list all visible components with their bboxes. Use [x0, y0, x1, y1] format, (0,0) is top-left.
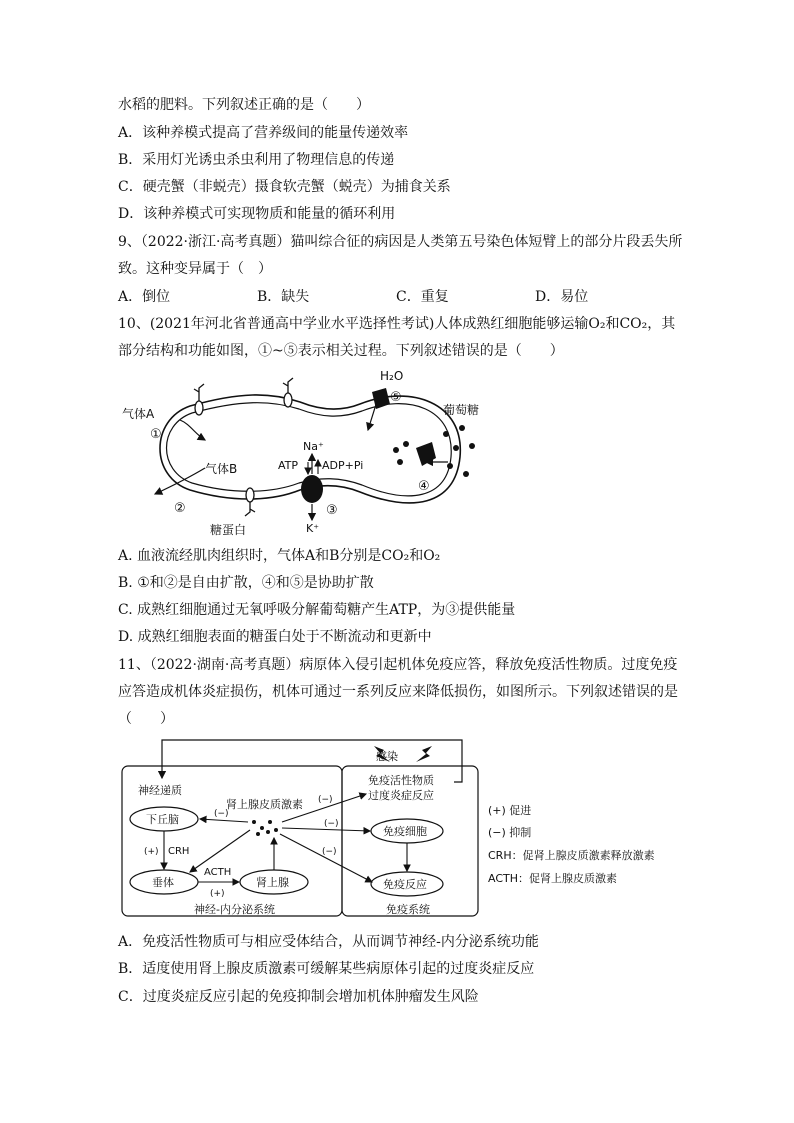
legend-inhibit: (−) 抑制 [488, 826, 532, 839]
red-blood-cell-diagram [110, 362, 510, 542]
adrenal-label: 肾上腺 [256, 876, 289, 889]
q11-option-c: C．过度炎症反应引起的免疫抑制会增加机体肿瘤发生风险 [118, 989, 479, 1005]
q10-stem-line1: 10、(2021年河北省普通高中学业水平选择性考试)人体成熟红细胞能够运输O₂和CO₂，其 [118, 316, 676, 332]
q10-stem-line2: 部分结构和功能如图，①~⑤表示相关过程。下列叙述错误的是（ ） [118, 343, 564, 359]
q11-stem-line2: 应答造成机体炎症损伤，机体可通过一系列反应来降低损伤，如图所示。下列叙述错误的是 [118, 684, 678, 700]
neuro-endocrine-system-label: 神经-内分泌系统 [194, 903, 275, 916]
water-arrow [368, 398, 378, 430]
glycoprotein-top-left [194, 384, 204, 415]
na-k-pump [301, 475, 323, 503]
atp-label: ATP [278, 459, 299, 472]
crh-plus-label: (+) [144, 847, 159, 857]
q10-option-c: C. 成熟红细胞通过无氧呼吸分解葡萄糖产生ATP，为③提供能量 [118, 602, 516, 618]
hormone-dots [252, 820, 278, 836]
immune-response-minus-label: (−) [322, 847, 337, 857]
excess-inflammation-label: 过度炎症反应 [368, 789, 434, 802]
q11-option-a: A．免疫活性物质可与相应受体结合，从而调节神经-内分泌系统功能 [118, 934, 539, 950]
cortisol-to-pituitary [190, 830, 250, 872]
acth-plus-label: (+) [210, 889, 225, 899]
q9-option-b: B．缺失 [257, 289, 310, 305]
q10-option-d: D. 成熟红细胞表面的糖蛋白处于不断流动和更新中 [118, 629, 432, 645]
k-label: K⁺ [306, 522, 320, 535]
legend-promote: (+) 促进 [488, 804, 532, 817]
process-1-label: ① [150, 427, 162, 442]
glucose-label: 葡萄糖 [443, 403, 480, 417]
process-5-label: ⑤ [390, 390, 402, 405]
adp-label: ADP+Pi [322, 459, 364, 472]
q9-stem-line1: 9、（2022·浙江·高考真题）猫叫综合征的病因是人类第五号染色体短臂上的部分片段丢失所 [118, 234, 683, 250]
q8-option-b: B．采用灯光诱虫杀虫利用了物理信息的传递 [118, 152, 395, 168]
cortisol-to-hypothalamus [200, 819, 248, 822]
aquaporin-channel [372, 388, 390, 409]
neuro-immune-diagram [118, 736, 708, 922]
q11-stem-line1: 11、（2022·湖南·高考真题）病原体入侵引起机体免疫应答，释放免疫活性物质。过度免疫 [118, 657, 678, 673]
hypothalamus-label: 下丘脑 [146, 813, 179, 826]
q8-option-c: C．硬壳蟹（非蜕壳）摄食软壳蟹（蜕壳）为捕食关系 [118, 179, 451, 195]
immune-cell-label: 免疫细胞 [383, 825, 427, 838]
q9-option-a: A．倒位 [118, 289, 171, 305]
legend-acth: ACTH：促肾上腺皮质激素 [488, 872, 618, 885]
gas-b-arrow [155, 468, 205, 494]
gas-a-arrow [180, 420, 205, 440]
q8-option-d: D．该种养模式可实现物质和能量的循环利用 [118, 206, 396, 222]
glycoprotein-bottom [245, 488, 255, 516]
q9-option-d: D．易位 [535, 289, 589, 305]
immune-response-label: 免疫反应 [383, 878, 427, 891]
q11-option-b: B．适度使用肾上腺皮质激素可缓解某些病原体引起的过度炎症反应 [118, 961, 535, 977]
glycoprotein-top-mid [283, 378, 293, 407]
process-3-label: ③ [326, 503, 338, 518]
gas-a-label: 气体A [122, 407, 155, 421]
q9-stem-line2: 致。这种变异属于（ ） [118, 261, 272, 277]
q8-option-a: A．该种养模式提高了营养级间的能量传递效率 [118, 125, 409, 141]
immune-system-label: 免疫系统 [386, 903, 430, 916]
q10-option-a: A. 血液流经肌肉组织时，气体A和B分别是CO₂和O₂ [118, 548, 441, 564]
immune-cell-minus-label: (−) [324, 819, 339, 829]
cortisol-label: 肾上腺皮质激素 [226, 798, 303, 811]
legend-crh: CRH：促肾上腺皮质激素释放激素 [488, 849, 655, 862]
immune-active-label: 免疫活性物质 [368, 774, 434, 787]
crh-label: CRH [168, 846, 190, 857]
hypothalamus-minus-label: (−) [214, 809, 229, 819]
q10-option-b: B. ①和②是自由扩散，④和⑤是协助扩散 [118, 575, 374, 591]
q11-stem-line3: （ ） [118, 711, 174, 727]
inflammation-minus-label: (−) [318, 795, 333, 805]
process-4-label: ④ [418, 479, 430, 494]
neurotransmitter-label: 神经递质 [138, 784, 182, 797]
process-2-label: ② [174, 501, 186, 516]
q9-option-c: C．重复 [396, 289, 449, 305]
infection-label: 感染 [376, 750, 398, 763]
acth-label: ACTH [204, 867, 232, 878]
lightning-icon-2 [416, 746, 432, 762]
glycoprotein-label: 糖蛋白 [210, 523, 247, 537]
gas-b-label: 气体B [205, 462, 238, 476]
pituitary-label: 垂体 [152, 876, 174, 889]
h2o-label: H₂O [380, 369, 404, 383]
na-label: Na⁺ [303, 440, 324, 453]
q8-stem-tail: 水稻的肥料。下列叙述正确的是（ ） [118, 97, 370, 113]
